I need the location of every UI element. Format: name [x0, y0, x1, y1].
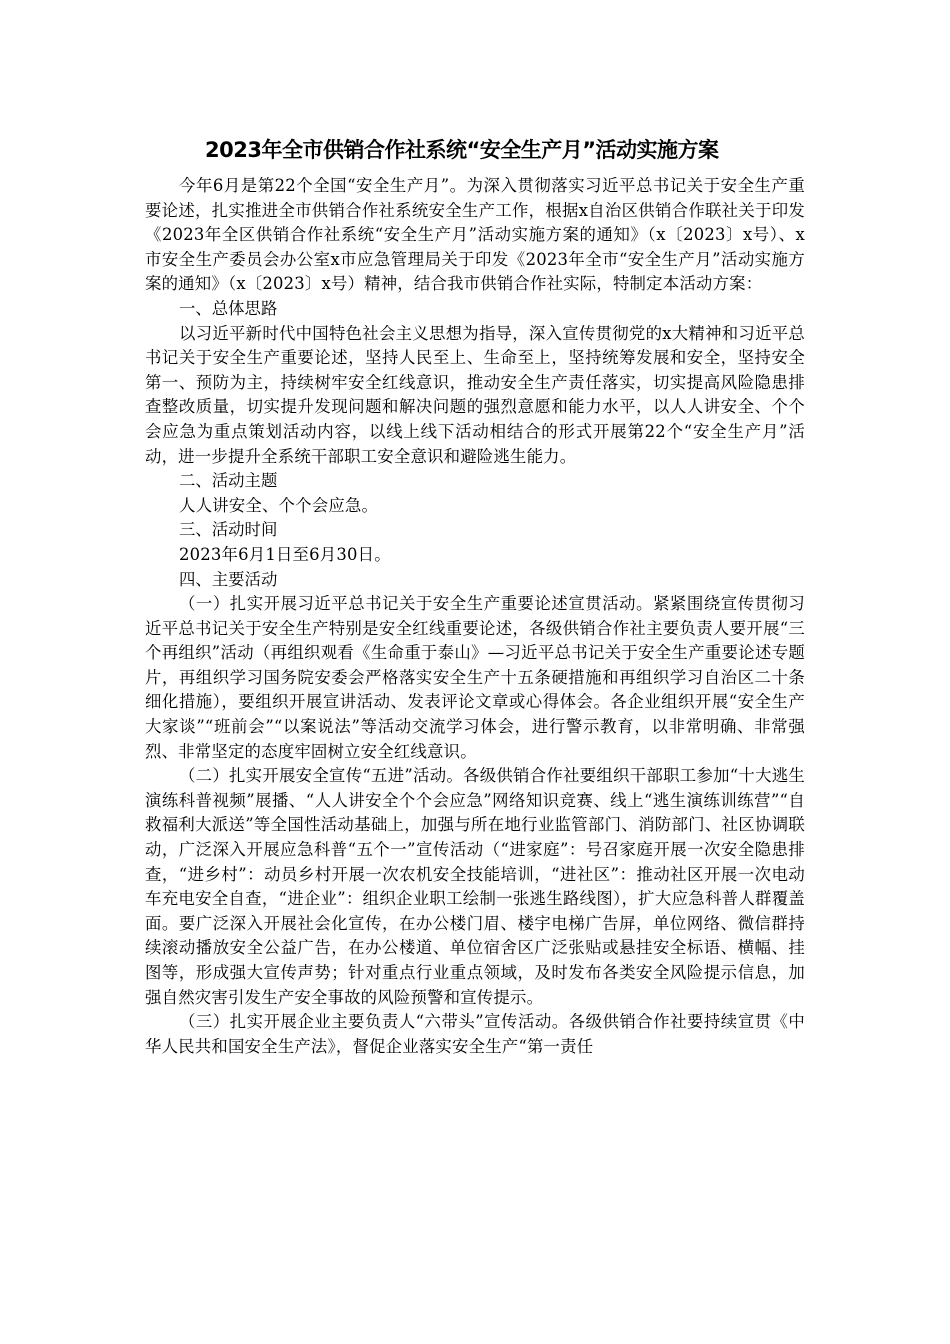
- section-heading-overall-approach: 一、总体思路: [179, 298, 278, 318]
- document-page: [145, 132, 805, 1059]
- section-heading-theme: 二、活动主题: [179, 471, 278, 491]
- section-body-time: 2023年6月1日至6月30日。: [179, 544, 391, 564]
- section-heading-time: 三、活动时间: [179, 520, 278, 540]
- intro-paragraph: 今年6月是第22个全国“安全生产月”。为深入贯彻落实习近平总书记关于安全生产重要论述，扎实推进全市供销合作社系统安全生产工作，根据x自治区供销合作联社关于印发《2023年全区供销合作社系统“安全生产月”活动实施方案的通知》（x〔2023〕x号）、x市安全生产委员会办公室x市应急管理局关于印发《2023年全市“安全生产月”活动实施方案的通知》（x〔2023〕x号）精神，结合我市供销合作社实际，特制定本活动方案：: [145, 176, 805, 294]
- section-heading-main-activities: 四、主要活动: [179, 569, 278, 589]
- document-title: 2023年全市供销合作社系统“安全生产月”活动实施方案: [205, 138, 719, 162]
- activity-paragraph-1: （一）扎实开展习近平总书记关于安全生产重要论述宣贯活动。紧紧围绕宣传贯彻习近平总书记关于安全生产特别是安全红线重要论述，各级供销合作社主要负责人要开展“三个再组织”活动（再组织观看《生命重于泰山》—习近平总书记关于安全生产重要论述专题片，再组织学习国务院安委会严格落实安全生产十五条硬措施和再组织学习自治区二十条细化措施），要组织开展宣讲活动、发表评论文章或心得体会。各企业组织开展“安全生产大家谈”“班前会”“以案说法”等活动交流学习体会，进行警示教育，以非常明确、非常强烈、非常坚定的态度牢固树立安全红线意识。: [145, 594, 805, 761]
- activity-paragraph-2: （二）扎实开展安全宣传“五进”活动。各级供销合作社要组织干部职工参加“十大逃生演练科普视频”展播、“人人讲安全个个会应急”网络知识竞赛、线上“逃生演练训练营”“自救福利大派送”等全国性活动基础上，加强与所在地行业监管部门、消防部门、社区协调联动，广泛深入开展应急科普“五个一”宣传活动（“进家庭”：号召家庭开展一次安全隐患排查，“进乡村”：动员乡村开展一次农机安全技能培训，“进社区”：推动社区开展一次电动车充电安全自查，“进企业”：组织企业职工绘制一张逃生路线图），扩大应急科普人群覆盖面。要广泛深入开展社会化宣传，在办公楼门眉、楼宇电梯广告屏，单位网络、微信群持续滚动播放安全公益广告，在办公楼道、单位宿舍区广泛张贴或悬挂安全标语、横幅、挂图等，形成强大宣传声势；针对重点行业重点领域，及时发布各类安全风险提示信息，加强自然灾害引发生产安全事故的风险预警和宣传提示。: [145, 766, 805, 1007]
- section-body-overall-approach: 以习近平新时代中国特色社会主义思想为指导，深入宣传贯彻党的x大精神和习近平总书记关于安全生产重要论述，坚持人民至上、生命至上，坚持统筹发展和安全，坚持安全第一、预防为主，持续树牢安全红线意识，推动安全生产责任落实，切实提高风险隐患排查整改质量，切实提升发现问题和解决问题的强烈意愿和能力水平，以人人讲安全、个个会应急为重点策划活动内容，以线上线下活动相结合的形式开展第22个“安全生产月”活动，进一步提升全系统干部职工安全意识和避险逃生能力。: [145, 323, 805, 466]
- section-body-theme: 人人讲安全、个个会应急。: [179, 495, 379, 515]
- activity-paragraph-3: （三）扎实开展企业主要负责人“六带头”宣传活动。各级供销合作社要持续宣贯《中华人民共和国安全生产法》，督促企业落实安全生产“第一责任: [145, 1012, 805, 1056]
